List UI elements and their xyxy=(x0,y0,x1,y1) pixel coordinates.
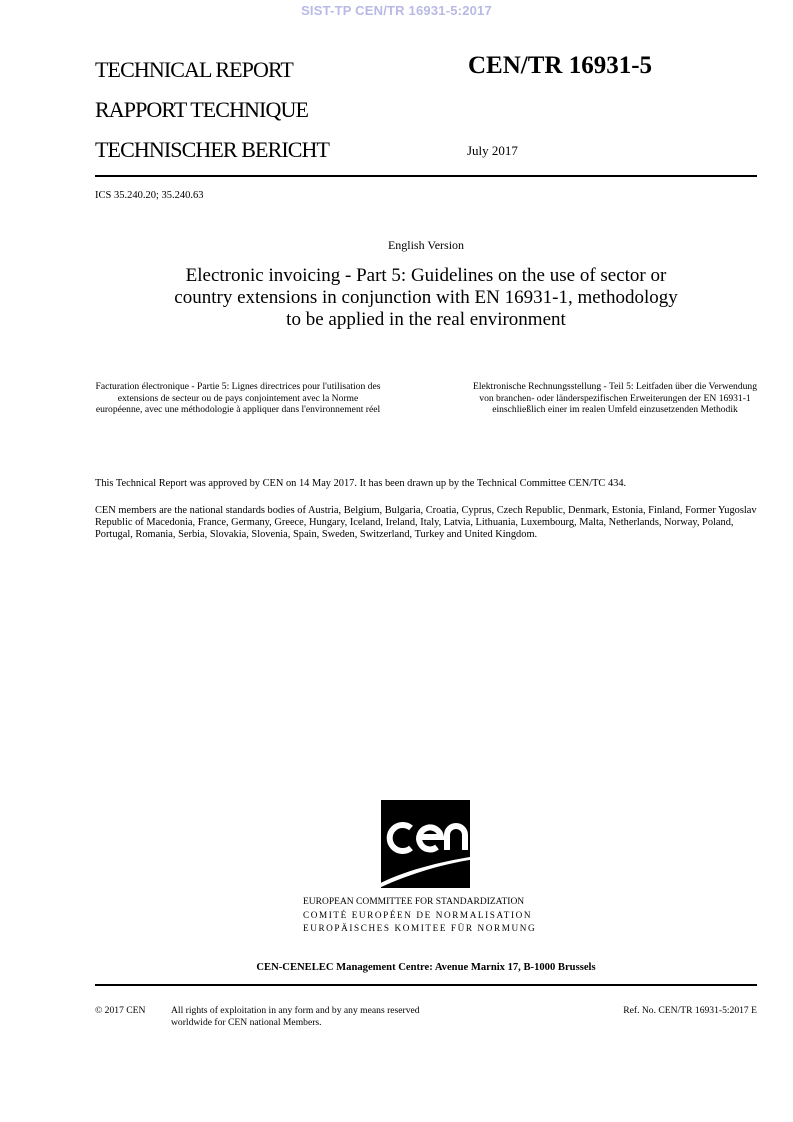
publication-date: July 2017 xyxy=(467,143,518,158)
ics-codes: ICS 35.240.20; 35.240.63 xyxy=(95,190,204,201)
committee-name-german: EUROPÄISCHES KOMITEE FÜR NORMUNG xyxy=(303,923,537,933)
members-statement: CEN members are the national standards bodies of Austria, Belgium, Bulgaria, Croatia, Cyprus, Czech Republic, Denmark, Estonia, Finland, Former Yugoslav Republic of Macedonia, France, Germany, Greece, Hungary, Iceland, Ireland, Italy, Latvia, Lithuania, Luxembourg, Malta, Netherlands, Norway, Poland, Portugal, Romania, Serbia, Slovakia, Slovenia, Spain, Sweden, Switzerland, Turkey and United Kingdom. xyxy=(95,505,757,540)
german-title: Elektronische Rechnungsstellung - Teil 5: Leitfaden über die Verwendung von branchen- oder länderspezifischen Erweiterungen der EN 16931-1 einschließlich einer im realen Umfeld einzusetzenden Methodik xyxy=(472,381,758,416)
footer-divider xyxy=(95,984,757,986)
document-title: Electronic invoicing - Part 5: Guidelines on the use of sector or country extensions in conjunction with EN 16931-1, methodology to be applied in the real environment xyxy=(174,265,678,330)
rights-line-2: worldwide for CEN national Members. xyxy=(171,1017,322,1028)
cen-logo-icon xyxy=(371,799,483,889)
approval-statement: This Technical Report was approved by CEN on 14 May 2017. It has been drawn up by the Technical Committee CEN/TC 434. xyxy=(95,478,627,489)
rights-line-1: All rights of exploitation in any form and by any means reserved xyxy=(171,1005,420,1016)
watermark: SIST-TP CEN/TR 16931-5:2017 xyxy=(301,3,492,18)
french-title: Facturation électronique - Partie 5: Lignes directrices pour l'utilisation des extensions de secteur ou de pays conjointement avec la Norme européenne, avec une méthodologie à appliquer dans l'environnement réel xyxy=(95,381,381,416)
header-divider xyxy=(95,175,757,177)
committee-name-english: EUROPEAN COMMITTEE FOR STANDARDIZATION xyxy=(303,897,525,907)
doc-type-german: TECHNISCHER BERICHT xyxy=(95,137,330,162)
rights-statement xyxy=(171,1005,511,1029)
doc-type-french: RAPPORT TECHNIQUE xyxy=(95,97,308,122)
reference-number: Ref. No. CEN/TR 16931-5:2017 E xyxy=(623,1005,757,1016)
language-version: English Version xyxy=(387,238,465,252)
committee-names xyxy=(303,896,553,935)
doc-type-english: TECHNICAL REPORT xyxy=(95,57,293,82)
management-centre-address: CEN-CENELEC Management Centre: Avenue Marnix 17, B-1000 Brussels xyxy=(256,962,596,973)
copyright-notice: © 2017 CEN xyxy=(95,1005,146,1016)
committee-name-french: COMITÉ EUROPÉEN DE NORMALISATION xyxy=(303,910,533,920)
document-number: CEN/TR 16931-5 xyxy=(468,52,653,79)
